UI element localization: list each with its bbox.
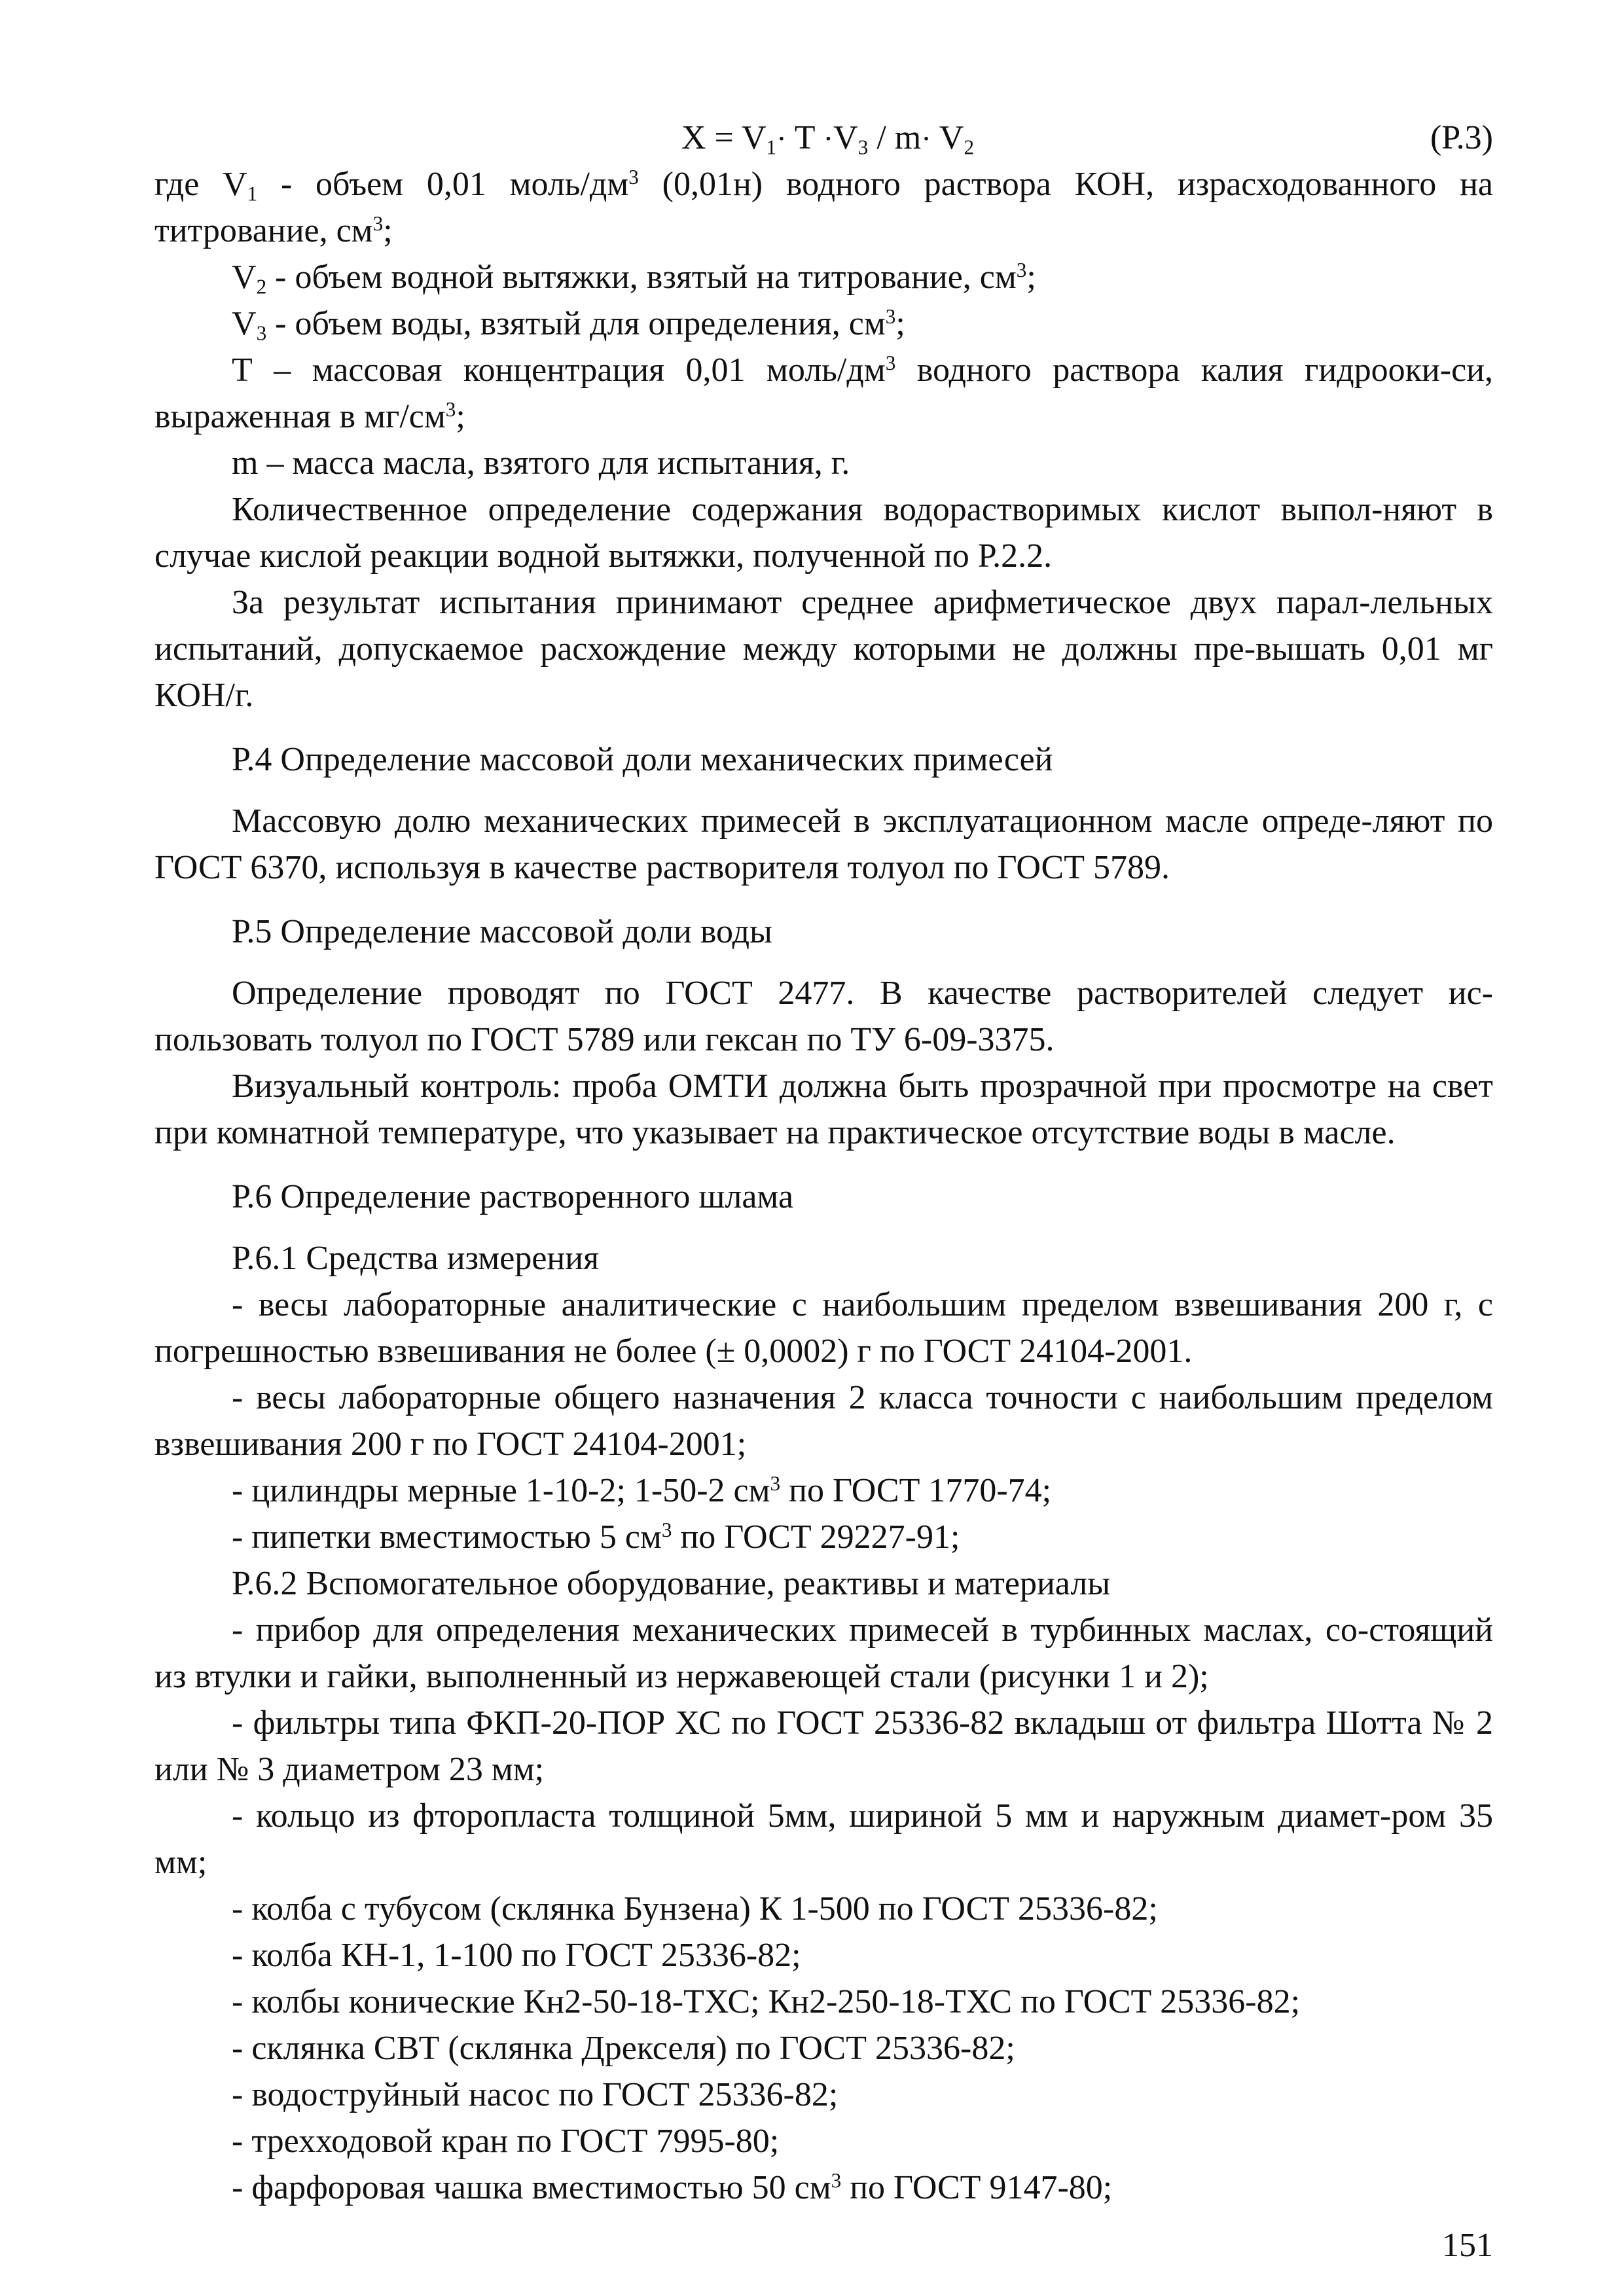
definition-t — [154, 347, 1493, 440]
formula-number: (Р.3) — [1430, 119, 1493, 156]
definition-v1 — [154, 161, 1493, 254]
text-run: V — [232, 259, 257, 296]
text-run: по ГОСТ 1770-74; — [780, 1472, 1052, 1509]
list-item: - водоструйный насос по ГОСТ 25336-82; — [232, 2076, 839, 2113]
formula-dot: · — [823, 122, 834, 156]
list-item: - трехходовой кран по ГОСТ 7995-80; — [232, 2123, 780, 2160]
list-item: - весы лабораторные общего назначения 2 класса точности с наибольшим пределом взвешивания 200 г по ГОСТ 24104-2001; — [154, 1379, 1493, 1463]
superscript: 3 — [661, 1518, 672, 1541]
paragraph-p5-method: Определение проводят по ГОСТ 2477. В качестве растворителей следует ис-пользовать толуол по ГОСТ 5789 или гексан по ТУ 6-09-3375. — [154, 975, 1493, 1058]
list-item — [154, 1514, 1493, 1560]
formula-part: T — [786, 119, 823, 156]
paragraph-quantitative: Количественное определение содержания водорастворимых кислот выпол-няют в случае кислой реакции водной вытяжки, полученной по Р.2.2. — [154, 491, 1493, 575]
section-heading-p4: Р.4 Определение массовой доли механических примесей — [232, 741, 1053, 778]
text-run: по ГОСТ 29227-91; — [672, 1518, 960, 1556]
document-body — [154, 115, 1493, 2211]
list-item: - колба КН-1, 1-100 по ГОСТ 25336-82; — [232, 1937, 801, 1974]
list-item: - фильтры типа ФКП-20-ПОР ХС по ГОСТ 25336-82 вкладыш от фильтра Шотта № 2 или № 3 диаметром 23 мм; — [154, 1704, 1493, 1788]
definition-v3 — [154, 300, 1493, 347]
list-item: - колбы конические Кн2-50-18-ТХС; Кн2-250-18-ТХС по ГОСТ 25336-82; — [232, 1983, 1301, 2020]
formula-part: V — [833, 119, 858, 156]
text-run: - фарфоровая чашка вместимостью 50 см — [232, 2169, 831, 2206]
subscript: 2 — [256, 275, 267, 298]
superscript: 3 — [1016, 258, 1027, 281]
formula-part: V — [931, 119, 964, 156]
page-number: 151 — [1442, 2227, 1493, 2264]
superscript: 3 — [372, 211, 384, 235]
formula-part: / m — [868, 119, 922, 156]
section-heading-p5: Р.5 Определение массовой доли воды — [232, 913, 772, 950]
text-run: ; — [1026, 259, 1036, 296]
text-run: ; — [456, 398, 465, 435]
list-item — [154, 2164, 1493, 2211]
definition-m: m – масса масла, взятого для испытания, г. — [232, 444, 850, 482]
list-item: - кольцо из фторопласта толщиной 5мм, шириной 5 мм и наружным диамет-ром 35 мм; — [154, 1797, 1493, 1881]
paragraph-result: За результат испытания принимают среднее арифметическое двух парал-лельных испытаний, допускаемое расхождение между которыми не должны пре-вышать 0,01 мг КОН/г. — [154, 584, 1493, 714]
subscript: 1 — [247, 182, 258, 206]
list-item — [154, 1467, 1493, 1514]
formula-subscript: 1 — [766, 135, 777, 159]
text-run: - объем воды, взятый для определения, см — [266, 305, 886, 342]
superscript: 3 — [445, 397, 456, 421]
formula-dot: · — [921, 122, 931, 156]
list-item: - весы лабораторные аналитические с наибольшим пределом взвешивания 200 г, с погрешностью взвешивания не более (± 0,0002) г по ГОСТ 24104-2001. — [154, 1286, 1493, 1370]
text-run: по ГОСТ 9147-80; — [841, 2169, 1113, 2206]
paragraph-p5-visual: Визуальный контроль: проба ОМТИ должна быть прозрачной при просмотре на свет при комнатной температуре, что указывает на практическое отсутствие воды в масле. — [154, 1067, 1493, 1151]
formula-p3 — [681, 115, 974, 162]
subsection-heading-p62: Р.6.2 Вспомогательное оборудование, реактивы и материалы — [232, 1565, 1111, 1602]
subsection-heading-p61: Р.6.1 Средства измерения — [232, 1240, 599, 1277]
text-run: ; — [383, 212, 393, 249]
text-run: где V — [154, 166, 247, 203]
subscript: 3 — [256, 321, 267, 345]
text-run: Т – массовая концентрация 0,01 моль/дм — [232, 351, 886, 389]
text-run: - объем 0,01 моль/дм — [257, 166, 629, 203]
superscript: 3 — [770, 1471, 781, 1495]
text-run: (0,01н) водного раствора КОН, израсходованного на титрование, см — [154, 166, 1493, 249]
paragraph-p4: Массовую долю механических примесей в эксплуатационном масле опреде-ляют по ГОСТ 6370, используя в качестве растворителя толуол по ГОСТ 5789. — [154, 802, 1493, 886]
formula-line — [154, 115, 1493, 161]
text-run: ; — [895, 305, 905, 342]
superscript: 3 — [885, 351, 896, 374]
superscript: 3 — [885, 304, 896, 328]
formula-subscript: 2 — [964, 135, 975, 159]
list-item: - склянка СВТ (склянка Дрекселя) по ГОСТ 25336-82; — [232, 2030, 1015, 2067]
formula-part: X = V — [681, 119, 767, 156]
formula-subscript: 3 — [857, 135, 869, 159]
superscript: 3 — [628, 165, 639, 188]
section-heading-p6: Р.6 Определение растворенного шлама — [232, 1178, 794, 1215]
text-run: - пипетки вместимостью 5 см — [232, 1518, 662, 1556]
text-run: - цилиндры мерные 1-10-2; 1-50-2 см — [232, 1472, 770, 1509]
superscript: 3 — [831, 2168, 842, 2192]
text-run: - объем водной вытяжки, взятый на титрование, см — [266, 259, 1017, 296]
text-run: водного раствора калия гидрооки-си, выраженная в мг/см — [154, 351, 1493, 435]
text-run: V — [232, 305, 257, 342]
list-item: - колба с тубусом (склянка Бунзена) К 1-500 по ГОСТ 25336-82; — [232, 1890, 1158, 1928]
definition-v2 — [154, 254, 1493, 300]
formula-dot: · — [776, 122, 787, 156]
list-item: - прибор для определения механических примесей в турбинных маслах, со-стоящий из втулки и гайки, выполненный из нержавеющей стали (рисунки 1 и 2); — [154, 1611, 1493, 1695]
